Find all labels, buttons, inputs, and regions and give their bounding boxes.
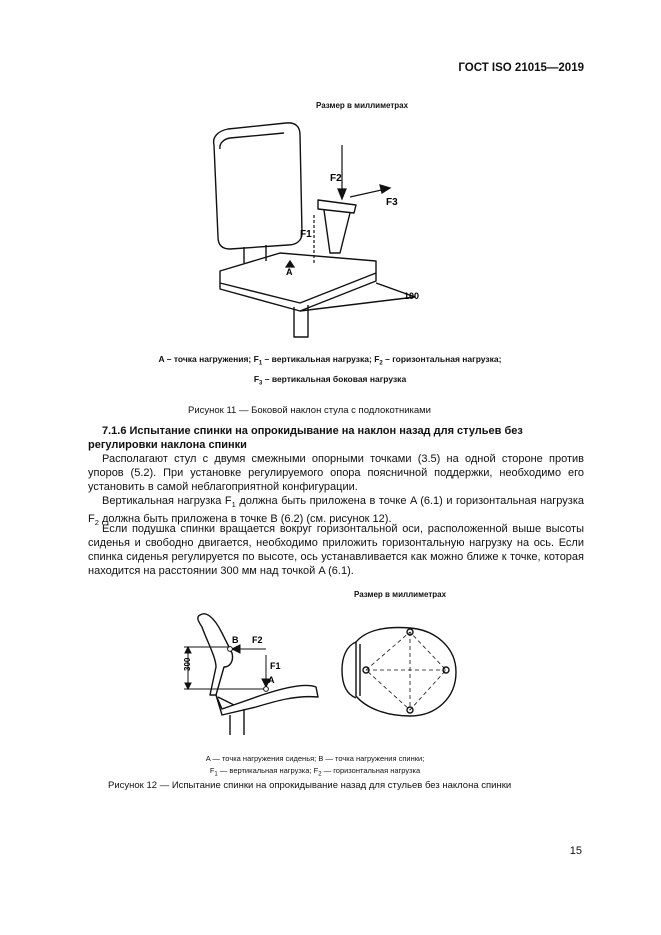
document-id: ГОСТ ISO 21015—2019 [458, 62, 584, 74]
paragraph-3: Если подушка спинки вращается вокруг горизонтальной оси, расположенной выше высоты сиденья и свободно двигается, необходимо приложить горизонтальную нагрузку на ось. Если спинка сиденья регулируется по высоте, ось устанавливается как можно ближе к точке, которая находится на расстоянии 300 мм над точкой A (6.1). [88, 523, 584, 577]
backrest-top-outline [342, 642, 356, 698]
paragraph-1: Располагают стул с двумя смежными опорными точками (3.5) на одной стороне против упоров (5.2). При установке регулируемого опора поясничной поддержки, необходимо его установить в самой неблагоприятной конфигурации. [88, 453, 584, 493]
label-a: A [286, 267, 293, 277]
backrest-outline [214, 123, 302, 249]
label-f1: F1 [270, 661, 281, 671]
figure12-caption: Рисунок 12 — Испытание спинки на опрокидывание назад для стульев без наклона спинки [108, 780, 512, 791]
figure11-dimension-note: Размер в миллиметрах [316, 101, 409, 110]
page-number: 15 [569, 845, 582, 857]
label-b: B [232, 635, 239, 645]
seat-top-outline [356, 628, 456, 716]
label-dimension-100: 100 [404, 291, 420, 301]
backrest-edge [220, 133, 284, 149]
label-f3: F3 [386, 197, 398, 208]
section-heading: 7.1.6 Испытание спинки на опрокидывание на наклон назад для стульев без регулировки наклона спинки [88, 425, 523, 451]
figure12-top-view [326, 612, 466, 730]
label-a: A [268, 675, 275, 685]
figure12-legend: A — точка нагружения сиденья; B — точка нагружения спинки; $F_1$ — вертикальная нагрузка; $F_2$ — горизонтальная нагрузка [205, 754, 425, 778]
label-f2: F2 [330, 173, 342, 184]
paragraph-2: Вертикальная нагрузка $F_1$ должна быть приложена в точке A (6.1) и горизонтальная нагрузка $F_2$ должна быть приложена в точке B (6.2) (см. рисунок 12). [88, 495, 584, 528]
figure12-dimension-note: Размер в миллиметрах [354, 590, 447, 599]
label-f1: F1 [300, 229, 312, 240]
backrest-side [198, 614, 233, 695]
armrest-support [324, 210, 350, 253]
figure11-chair-drawing [200, 115, 430, 345]
figure12-side-view [176, 605, 326, 745]
label-dimension-300: 300 [183, 657, 192, 671]
label-f2: F2 [252, 635, 263, 645]
figure11-caption: Рисунок 11 — Боковой наклон стула с подлокотниками [188, 405, 431, 416]
figure11-legend: A – точка нагружения; $F_1$ – вертикальная нагрузка; $F_2$ – горизонтальная нагрузка; $F_3$ – вертикальная боковая нагрузка [158, 354, 502, 387]
